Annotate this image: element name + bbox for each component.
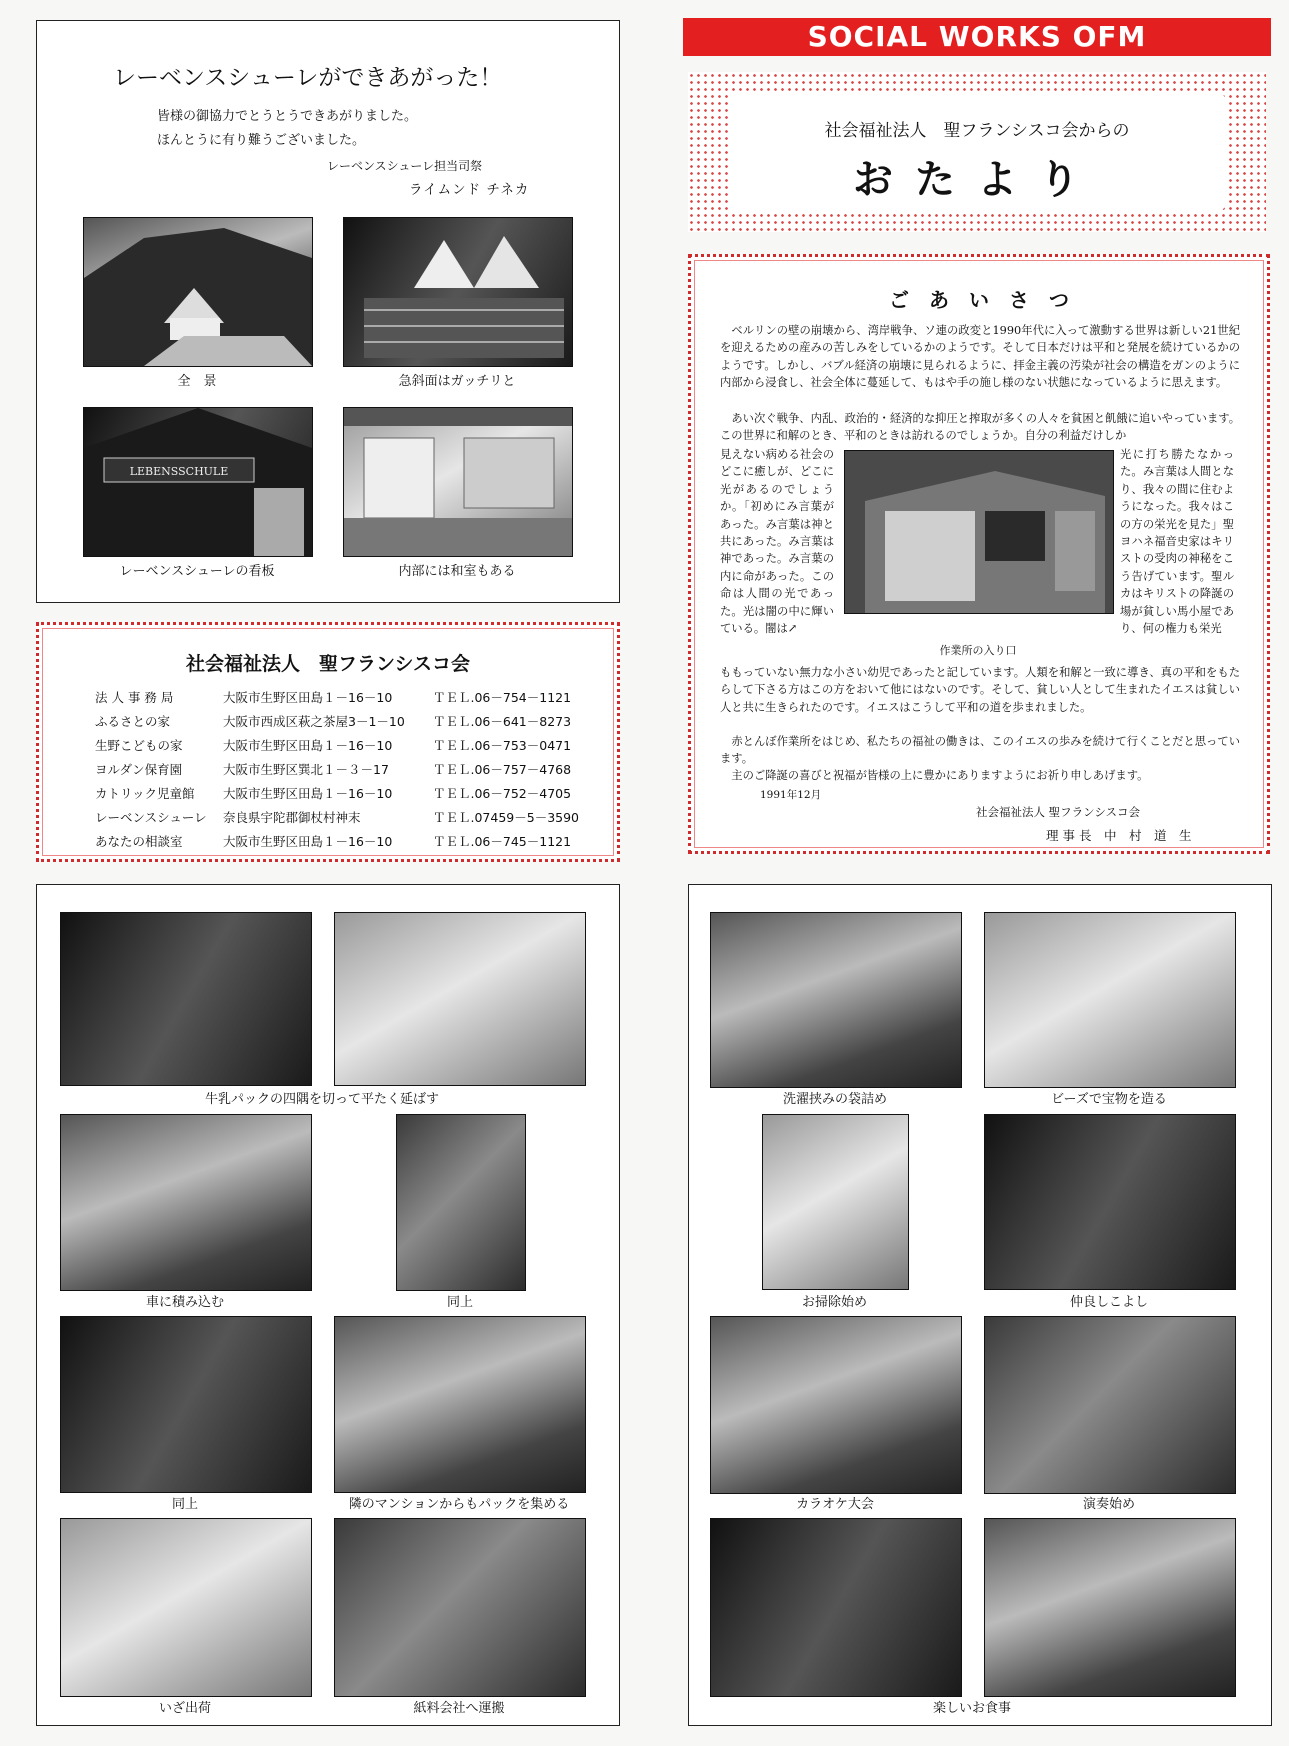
photo-piano	[984, 1316, 1236, 1494]
org-address: 奈良県宇陀郡御杖村神末	[223, 810, 361, 825]
directory-row	[95, 784, 615, 804]
completion-notice-panel	[36, 20, 620, 603]
caption-karaoke: カラオケ大会	[796, 1497, 874, 1512]
org-name: ふるさとの家	[95, 714, 171, 729]
org-name: 生野こどもの家	[95, 738, 183, 753]
photo-loading-car	[60, 1114, 312, 1291]
org-tel: ＴＥＬ.06－753－0471	[433, 738, 572, 753]
greeting-right-column: 光に打ち勝たなかった。み言葉は人間となり、我々の間に住むようになった。我々はこの方の栄光を見た」聖ヨハネ福音史家はキリストの受肉の神秘をこう告げています。聖ルカはキリストの降誕の場が貧しい馬小屋であり、何の権力も栄光	[1120, 448, 1234, 636]
directory-title: 社会福祉法人 聖フランシスコ会	[186, 653, 470, 675]
photo-friends	[984, 1114, 1236, 1290]
greeting-org: 社会福祉法人 聖フランシスコ会	[976, 805, 1141, 819]
caption-friends: 仲良しこよし	[1069, 1295, 1148, 1310]
greeting-date: 1991年12月	[760, 789, 822, 801]
masthead-subtitle: 社会福祉法人 聖フランシスコ会からの	[824, 121, 1130, 141]
photo-karaoke	[710, 1316, 962, 1494]
org-name: 法 人 事 務 局	[95, 690, 174, 705]
caption-transport: 紙料会社へ運搬	[413, 1701, 505, 1716]
workshop-shed-icon	[845, 451, 1113, 613]
signature-role: レーベンスシューレ担当司祭	[327, 159, 483, 173]
photo-workshop-entrance	[844, 450, 1114, 614]
masthead-banner: SOCIAL WORKS OFM	[683, 18, 1271, 56]
signature-name: ライムンド チネカ	[409, 182, 530, 198]
photo-cutting-packs-2	[334, 912, 586, 1086]
org-tel: ＴＥＬ.06－745－1121	[433, 834, 572, 849]
photo-beads	[984, 912, 1236, 1088]
org-tel: ＴＥＬ.06－754－1121	[433, 690, 572, 705]
photo-steep-slope	[343, 217, 573, 367]
photo-shipping	[60, 1518, 312, 1697]
photo-cutting-packs-1	[60, 912, 312, 1086]
org-address: 大阪市生野区田島１－16－10	[223, 786, 393, 801]
photo-signboard	[83, 407, 313, 557]
photo-interior	[343, 407, 573, 557]
directory-row	[95, 760, 615, 780]
caption-shipping: いざ出荷	[158, 1701, 211, 1716]
caption-bagging-pins: 洗濯挟みの袋詰め	[782, 1092, 887, 1107]
greeting-heading: ご あ い さ つ	[889, 288, 1069, 312]
photo-transport	[334, 1518, 586, 1697]
caption-full-view: 全 景	[177, 374, 217, 389]
caption-signboard: レーベンスシューレの看板	[119, 564, 275, 579]
signboard-icon	[84, 408, 312, 556]
org-address: 大阪市生野区田島１－16－10	[223, 738, 393, 753]
greeting-para2-bottom: ももっていない無力な小さい幼児であったと記しています。人類を和解と一致に導き、真の平和をもたらして下さる方はこの方をおいて他にはないのです。そして、貧しい人として生まれたイエスは貧しい人と共に生きられたのです。イエスはこうして平和の道を歩まれました。	[720, 666, 1240, 714]
lace-inner	[728, 92, 1226, 212]
photo-bagging-pins	[710, 912, 962, 1088]
completion-heading: レーベンスシューレができあがった！	[113, 65, 503, 91]
org-address: 大阪市生野区田島１－16－10	[223, 690, 393, 705]
caption-piano: 演奏始め	[1082, 1497, 1135, 1512]
org-tel: ＴＥＬ.06－752－4705	[433, 786, 572, 801]
greeting-intro: ベルリンの壁の崩壊から、湾岸戦争、ソ連の政変と1990年代に入って激動する世界は新しい21世紀を迎えるための産みの苦しみをしているかのようです。そして日本だけは平和と発展を続けているかのようです。しかし、バブル経済の崩壊に見られるように、拝金主義の汚染が社会の構造をガンのように内部から浸食し、社会全体に蔓延して、もはや手の施し様のない状態になっているように思えます。	[720, 324, 1240, 390]
photo-collecting-packs	[334, 1316, 586, 1493]
org-address: 大阪市西成区萩之茶屋3－1－10	[223, 714, 405, 729]
org-name: あなたの相談室	[95, 834, 183, 849]
caption-beads: ビーズで宝物を造る	[1051, 1092, 1167, 1107]
greeting-para2-top: あい次ぐ戦争、内乱、政治的・経済的な抑圧と搾取が多くの人々を貧困と飢餓に追いやっています。この世界に和解のとき、平和のときは訪れるのでしょうか。自分の利益だけしか	[720, 412, 1240, 443]
greeting-para3: 赤とんぼ作業所をはじめ、私たちの福祉の働きは、このイエスの歩みを続けて行くことだと思っています。	[720, 735, 1240, 766]
interior-room-icon	[344, 408, 572, 556]
org-name: レーベンスシューレ	[95, 810, 207, 825]
photo-meal-2	[984, 1518, 1236, 1697]
org-tel: ＴＥＬ.07459－5－3590	[433, 810, 580, 825]
photo-full-view	[83, 217, 313, 367]
completion-line-2: ほんとうに有り難うございました。	[157, 133, 366, 148]
photo-meal-1	[710, 1518, 962, 1697]
directory-row	[95, 688, 615, 708]
photo-van-loading	[60, 1316, 312, 1493]
directory-row	[95, 832, 615, 852]
org-name: ヨルダン保育園	[95, 762, 183, 777]
caption-loading-same-1: 同上	[446, 1295, 473, 1310]
directory-row	[95, 808, 615, 828]
caption-loading-car: 車に積み込む	[145, 1295, 224, 1310]
caption-steep-slope: 急斜面はガッチリと	[398, 374, 516, 389]
a-frame-building-icon	[344, 218, 572, 366]
greeting-para4: 主のご降誕の喜びと祝福が皆様の上に豊かにありますようにお祈り申しあげます。	[720, 769, 1149, 782]
caption-workshop-entrance: 作業所の入り口	[939, 644, 1017, 657]
lace-frame	[688, 72, 1266, 232]
directory-row	[95, 736, 615, 756]
caption-meal: 楽しいお食事	[932, 1701, 1011, 1716]
completion-line-1: 皆様の御協力でとうとうできあがりました。	[157, 109, 418, 124]
org-address: 大阪市生野区巽北１－３－17	[223, 762, 389, 777]
caption-cleaning: お掃除始め	[801, 1295, 867, 1310]
org-name: カトリック児童館	[95, 786, 195, 801]
caption-collecting-packs: 隣のマンションからもパックを集める	[348, 1497, 570, 1512]
greeting-left-column: 見えない病める社会のどこに癒しが、どこに光があるのでしょうか。「初めにみ言葉があった。み言葉は神と共にあった。み言葉は神であった。み言葉の内に命があった。この命は人間の光であった。光は闇の中に輝いている。闇は↗	[720, 448, 834, 636]
directory-row	[95, 712, 615, 732]
caption-interior: 内部には和室もある	[398, 564, 516, 579]
greeting-signer: 理 事 長 中 村 道 生	[1046, 828, 1192, 843]
house-on-hill-icon	[84, 218, 312, 366]
photo-loading-same-1	[396, 1114, 526, 1291]
photo-cleaning	[762, 1114, 909, 1290]
masthead-title: おたより	[853, 156, 1101, 203]
sign-text: LEBENSSCHULE	[129, 465, 229, 478]
org-tel: ＴＥＬ.06－641－8273	[433, 714, 572, 729]
org-tel: ＴＥＬ.06－757－4768	[433, 762, 572, 777]
org-address: 大阪市生野区田島１－16－10	[223, 834, 393, 849]
caption-van-loading: 同上	[171, 1497, 198, 1512]
caption-cutting-packs: 牛乳パックの四隅を切って平たく延ばす	[204, 1092, 439, 1107]
